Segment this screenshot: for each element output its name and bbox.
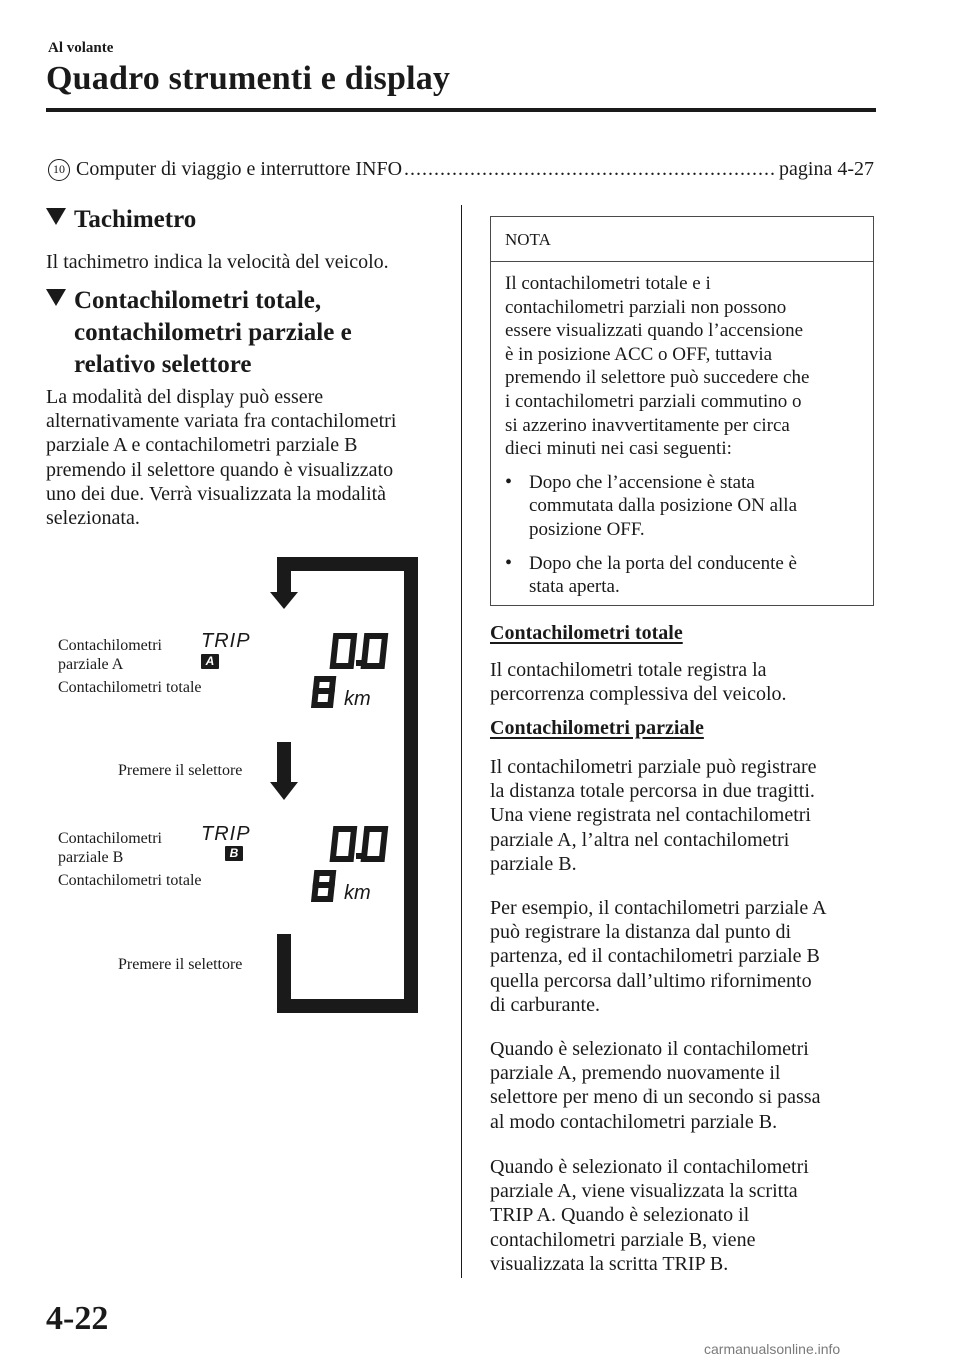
- km-unit-a: km: [344, 688, 371, 710]
- contachilometri-text: La modalità del display può essere alternativamente variata fra contachilometri parziale A e contachilometri parziale B premendo il selettore quando è visualizzato uno dei due. Verrà visualizzata la modalità selezionata.: [46, 386, 397, 530]
- watermark: carmanualsonline.info: [704, 1341, 841, 1357]
- decimal-point: [356, 660, 362, 666]
- note-box: [490, 216, 874, 606]
- loop-right-bar: [404, 557, 418, 1013]
- tachimetro-text: Il tachimetro indica la velocità del veicolo.: [46, 251, 389, 273]
- parziale-paragraph-4: Quando è selezionato il contachilometri parziale A, viene visualizzata la scritta TRIP A. Quando è selezionato il contachilometri parziale B, viene visualizzata la scritta TRIP B.: [490, 1156, 809, 1275]
- heading-tachimetro: Tachimetro: [46, 204, 196, 236]
- trip-b-badge: B: [225, 846, 243, 861]
- chapter-title: Quadro strumenti e display: [46, 60, 451, 97]
- trip-indicator-a: TRIP: [201, 630, 251, 652]
- loop-bottom-bar: [277, 999, 418, 1013]
- press-selector-label-1: Premere il selettore: [118, 762, 243, 779]
- loop-top-bar: [277, 557, 418, 571]
- note-heading: NOTA: [491, 217, 873, 262]
- totale-text: Il contachilometri totale registra la percorrenza complessiva del veicolo.: [490, 659, 787, 706]
- heading-contachilometri: Contachilometri totale, contachilometri parziale e relativo selettore: [46, 285, 352, 381]
- header-rule: [46, 108, 876, 112]
- triangle-marker-icon: [46, 208, 66, 225]
- heading-totale: Contachilometri totale: [490, 622, 683, 644]
- km-unit-b: km: [344, 882, 371, 904]
- odo-a-digit: [314, 679, 333, 705]
- loop-bottom-stem: [277, 934, 291, 1013]
- odometer-label-b: Contachilometri totale: [58, 872, 202, 889]
- toc-entry-text: Computer di viaggio e interruttore INFO: [76, 158, 403, 180]
- note-bullet-2: • Dopo che la porta del conducente è stata aperta.: [505, 551, 797, 598]
- odometer-label-a: Contachilometri totale: [58, 679, 202, 696]
- toc-leader-dots: [404, 158, 777, 181]
- trip-a-badge: A: [201, 654, 219, 669]
- toc-entry[interactable]: [48, 158, 874, 183]
- decimal-point: [356, 853, 362, 859]
- parziale-paragraph-1: Il contachilometri parziale può registrare la distanza totale percorsa in due tragitti. Una viene registrata nel contachilometri parziale A, l’altra nel contachilometri parziale B.: [490, 756, 817, 875]
- heading-parziale: Contachilometri parziale: [490, 717, 704, 739]
- note-body: Il contachilometri totale e i contachilometri parziali non possono essere visualizzati quando l’accensione è in posizione ACC o OFF, tuttavia premendo il selettore può succedere che i contachilometri parziali commutino o si azzerino inavvertitamente per circa dieci minuti nei casi seguenti: • Dopo che l’accensione è stata commutata dalla posizione ON alla posizione OFF. • Dopo che la porta del conducente è stata aperta.: [491, 262, 873, 599]
- loop-arrow: [270, 557, 418, 1013]
- trip-b-digits: [333, 829, 385, 859]
- arrow-down-icon: [270, 782, 298, 800]
- trip-indicator-b: TRIP: [201, 823, 251, 845]
- trip-b-label: Contachilometri parziale B: [58, 830, 162, 866]
- middle-arrow-stem: [277, 742, 291, 784]
- trip-a-digits: [333, 636, 385, 666]
- parziale-paragraph-3: Quando è selezionato il contachilometri parziale A, premendo nuovamente il selettore per meno di un secondo si passa al modo contachilometri parziale B.: [490, 1038, 821, 1133]
- parziale-paragraph-2: Per esempio, il contachilometri parziale A può registrare la distanza dal punto di partenza, ed il contachilometri parziale B quella percorsa dall’ultimo rifornimento di carburante.: [490, 897, 827, 1016]
- note-bullet-1: • Dopo che l’accensione è stata commutata dalla posizione ON alla posizione OFF.: [505, 470, 798, 540]
- column-divider: [461, 205, 462, 1278]
- toc-page-ref: pagina 4-27: [779, 158, 874, 180]
- press-selector-label-2: Premere il selettore: [118, 956, 243, 973]
- circled-number: 10: [48, 159, 70, 181]
- trip-a-label: Contachilometri parziale A: [58, 637, 162, 673]
- loop-top-stem: [277, 557, 291, 595]
- bullet-icon: •: [505, 470, 513, 493]
- bullet-icon: •: [505, 551, 513, 574]
- page-number: 4-22: [46, 1300, 109, 1337]
- section-label: Al volante: [48, 40, 114, 56]
- odo-b-digit: [314, 873, 333, 899]
- triangle-marker-icon: [46, 289, 66, 306]
- arrow-down-icon: [270, 592, 298, 609]
